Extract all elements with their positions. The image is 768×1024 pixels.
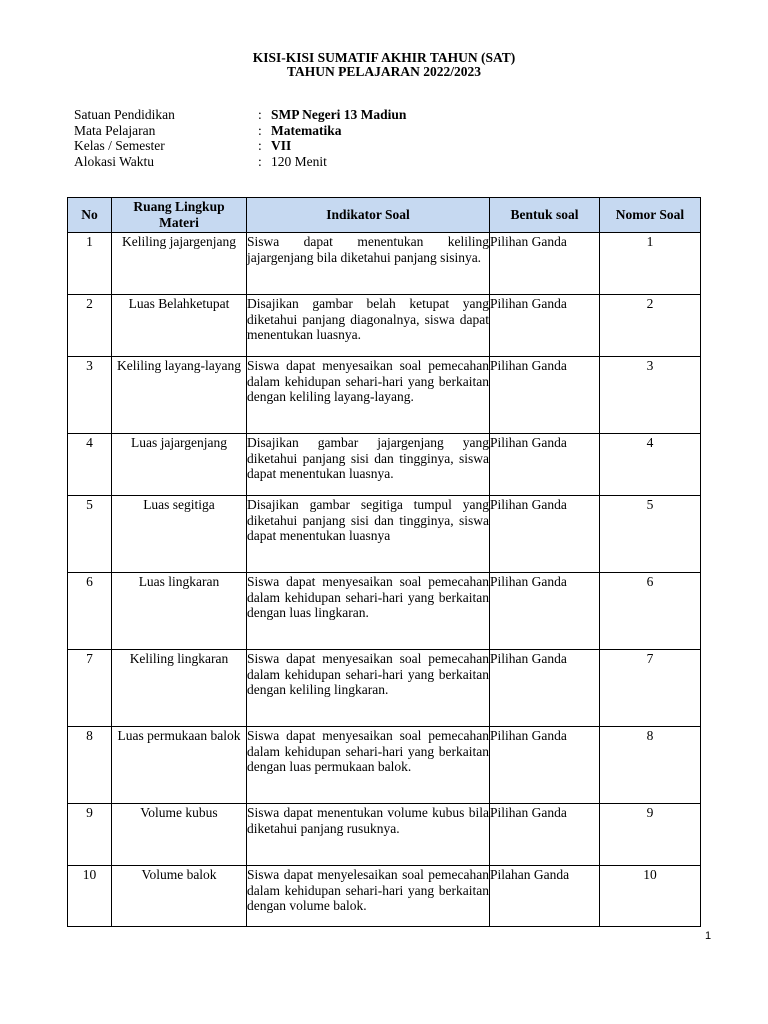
table-row	[68, 357, 701, 434]
header-nomor: Nomor Soal	[600, 198, 701, 233]
table-row	[68, 727, 701, 804]
cell-bentuk: Pilihan Ganda	[490, 496, 600, 573]
cell-no: 8	[68, 727, 112, 804]
info-label: Satuan Pendidikan	[74, 107, 175, 122]
table-row	[68, 573, 701, 650]
info-label: Mata Pelajaran	[74, 122, 156, 138]
cell-materi: Volume kubus	[112, 804, 247, 866]
cell-nomor: 1	[600, 233, 701, 295]
cell-materi: Luas segitiga	[112, 496, 247, 573]
cell-bentuk: Pilahan Ganda	[490, 866, 600, 927]
cell-indikator: Siswa dapat menentukan keliling jajargenjang bila diketahui panjang sisinya.	[247, 233, 490, 295]
cell-no: 10	[68, 866, 112, 927]
info-value: SMP Negeri 13 Madiun	[271, 107, 407, 122]
info-colon: :	[258, 138, 262, 153]
info-row-satuan	[74, 107, 406, 123]
cell-indikator: Siswa dapat menyesaikan soal pemecahan dalam kehidupan sehari-hari yang berkaitan dengan keliling lingkaran.	[247, 650, 490, 727]
document-title: KISI-KISI SUMATIF AKHIR TAHUN (SAT)	[252, 50, 516, 65]
table-row	[68, 650, 701, 727]
info-colon: :	[258, 153, 262, 169]
cell-bentuk: Pilihan Ganda	[490, 295, 600, 357]
cell-nomor: 4	[600, 434, 701, 496]
info-label: Kelas / Semester	[74, 138, 165, 153]
cell-materi: Keliling layang-layang	[112, 357, 247, 434]
info-colon: :	[258, 122, 262, 138]
cell-indikator: Disajikan gambar segitiga tumpul yang diketahui panjang sisi dan tingginya, siswa dapat menentukan luasnya	[247, 496, 490, 573]
info-row-mapel	[74, 123, 406, 139]
cell-materi: Keliling lingkaran	[112, 650, 247, 727]
cell-nomor: 8	[600, 727, 701, 804]
kisi-table	[67, 197, 701, 927]
cell-no: 2	[68, 295, 112, 357]
table-row	[68, 804, 701, 866]
header-materi: Ruang Lingkup Materi	[112, 198, 247, 233]
info-row-kelas	[74, 138, 406, 154]
info-colon: :	[258, 107, 262, 122]
cell-indikator: Siswa dapat menyesaikan soal pemecahan dalam kehidupan sehari-hari yang berkaitan dengan luas lingkaran.	[247, 573, 490, 650]
cell-nomor: 2	[600, 295, 701, 357]
cell-materi: Volume balok	[112, 866, 247, 927]
cell-no: 3	[68, 357, 112, 434]
cell-materi: Luas permukaan balok	[112, 727, 247, 804]
cell-materi: Keliling jajargenjang	[112, 233, 247, 295]
cell-no: 1	[68, 233, 112, 295]
cell-no: 6	[68, 573, 112, 650]
info-row-alokasi	[74, 154, 406, 170]
cell-nomor: 7	[600, 650, 701, 727]
cell-bentuk: Pilihan Ganda	[490, 434, 600, 496]
document-subtitle: TAHUN PELAJARAN 2022/2023	[286, 64, 481, 79]
cell-indikator: Siswa dapat menyesaikan soal pemecahan dalam kehidupan sehari-hari yang berkaitan dengan luas permukaan balok.	[247, 727, 490, 804]
cell-bentuk: Pilihan Ganda	[490, 650, 600, 727]
cell-no: 5	[68, 496, 112, 573]
cell-indikator: Siswa dapat menyelesaikan soal pemecahan dalam kehidupan sehari-hari yang berkaitan dengan volume balok.	[247, 866, 490, 927]
table-row	[68, 233, 701, 295]
table-row	[68, 434, 701, 496]
info-value: Matematika	[271, 122, 342, 138]
cell-nomor: 6	[600, 573, 701, 650]
table-row	[68, 496, 701, 573]
cell-materi: Luas Belahketupat	[112, 295, 247, 357]
cell-indikator: Disajikan gambar jajargenjang yang diketahui panjang sisi dan tingginya, siswa dapat menentukan luasnya.	[247, 434, 490, 496]
info-value: VII	[271, 138, 292, 153]
cell-no: 9	[68, 804, 112, 866]
cell-bentuk: Pilihan Ganda	[490, 804, 600, 866]
cell-no: 4	[68, 434, 112, 496]
page-number: 1	[705, 930, 712, 942]
cell-indikator: Disajikan gambar belah ketupat yang diketahui panjang diagonalnya, siswa dapat menentukan luasnya.	[247, 295, 490, 357]
header-no: No	[68, 198, 112, 233]
cell-materi: Luas lingkaran	[112, 573, 247, 650]
table-row	[68, 295, 701, 357]
cell-bentuk: Pilihan Ganda	[490, 573, 600, 650]
info-value: 120 Menit	[271, 153, 327, 169]
info-block	[74, 107, 406, 169]
cell-no: 7	[68, 650, 112, 727]
cell-bentuk: Pilihan Ganda	[490, 357, 600, 434]
cell-indikator: Siswa dapat menentukan volume kubus bila diketahui panjang rusuknya.	[247, 804, 490, 866]
cell-bentuk: Pilihan Ganda	[490, 727, 600, 804]
cell-nomor: 9	[600, 804, 701, 866]
cell-nomor: 10	[600, 866, 701, 927]
cell-materi: Luas jajargenjang	[112, 434, 247, 496]
header-bentuk: Bentuk soal	[490, 198, 600, 233]
table-row	[68, 866, 701, 927]
header-indikator: Indikator Soal	[247, 198, 490, 233]
table-header-row	[68, 198, 701, 233]
info-label: Alokasi Waktu	[74, 153, 155, 169]
cell-nomor: 5	[600, 496, 701, 573]
cell-nomor: 3	[600, 357, 701, 434]
cell-bentuk: Pilihan Ganda	[490, 233, 600, 295]
cell-indikator: Siswa dapat menyesaikan soal pemecahan dalam kehidupan sehari-hari yang berkaitan dengan keliling layang-layang.	[247, 357, 490, 434]
